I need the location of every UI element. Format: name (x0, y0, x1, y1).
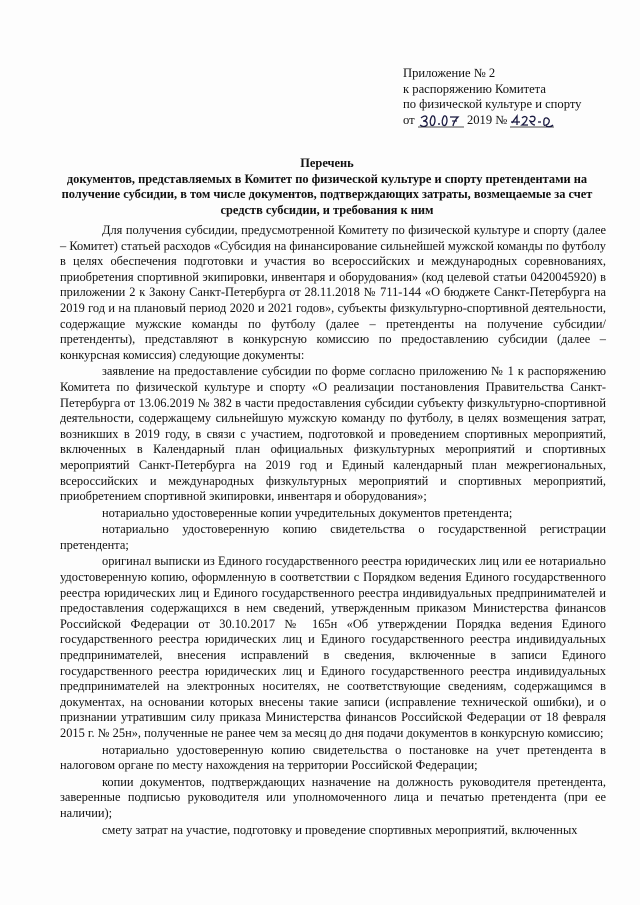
approval-committee: по физической культуре и спорту (403, 97, 582, 112)
approval-block (403, 66, 628, 128)
paragraph-manager-appointment: копии документов, подтверждающих назначение на должность руководителя претендента, заверенные подписью руководителя или уполномоченного лица и печатью претендента (при ее наличии); (60, 774, 606, 820)
paragraph-intro: Для получения субсидии, предусмотренной Комитету по физической культуре и спорту (далее – Комитет) статьей расходов «Субсидия на финансирование сильнейшей мужской команды по футболу в целях обеспечения подготовки и участия во всероссийских и международных соревнованиях, приобретения спортивной экипировки, инвентаря и оборудования» (код целевой статьи 0420045920) в приложении 2 к Закону Санкт-Петербурга от 28.11.2018 № 711-144 «О бюджете Санкт-Петербурга на 2019 год и на плановый период 2020 и 2021 годов», субъекты физкультурно-спортивной деятельности, содержащие мужские команды по футболу (далее – претенденты на получение субсидии/претенденты), представляют в конкурсную комиссию по предоставлению субсидии (далее – конкурсная комиссия) следующие документы: (60, 223, 606, 362)
title-heading: Перечень (300, 156, 354, 170)
paragraph-registry-extract: оригинал выписки из Единого государственного реестра юридических лиц или ее нотариально удостоверенную копию, оформленную в соответствии с Порядком ведения Единого государственного реестра юридических лиц и Единого государственного реестра индивидуальных предпринимателей и предоставления содержащихся в нем сведений, утвержденным приказом Министерства финансов Российской Федерации от 30.10.2017 № 165н «Об утверждении Порядка ведения Единого государственного реестра юридических лиц и Единого государственного реестра индивидуальных предпринимателей, внесения исправлений в сведения, включенные в записи Единого государственного реестра юридических лиц и Единого государственного реестра индивидуальных предпринимателей на электронных носителях, не соответствующие сведениям, содержащимся в документах, на основании которых внесены такие записи (исправление технической ошибки), и о признании утратившим силу приказа Министерства финансов Российской Федерации от 18 февраля 2015 г. № 25н», полученные не ранее чем за месяц до дня подачи документов в конкурсную комиссию; (60, 554, 606, 740)
date-year: 2019 № (466, 112, 508, 127)
document-body (60, 223, 606, 838)
date-prefix: от (403, 112, 415, 127)
approval-date-line (403, 113, 628, 129)
handwritten-date (418, 114, 464, 128)
approval-order: к распоряжению Комитета (403, 81, 546, 96)
paragraph-cost-estimate: смету затрат на участие, подготовку и проведение спортивных мероприятий, включенных (102, 822, 578, 837)
paragraph-founding-docs: нотариально удостоверенные копии учредительных документов претендента; (102, 505, 513, 520)
paragraph-registration: нотариально удостоверенную копию свидетельства о государственной регистрации претендента; (60, 522, 606, 552)
paragraph-application: заявление на предоставление субсидии по форме согласно приложению № 1 к распоряжению Комитета по физической культуре и спорту «О реализации постановления Правительства Санкт-Петербурга от 13.06.2019 № 382 в части предоставления субсидии субъекту физкультурно-спортивной деятельности, содержащему сильнейшую мужскую команду по футболу, в целях возмещения затрат, возникших в 2019 году, в связи с участием, подготовкой и проведением спортивных мероприятий, включенных в Календарный план официальных физкультурных мероприятий и спортивных мероприятий Санкт-Петербурга на 2019 год и Единый календарный план межрегиональных, всероссийских и международных физкультурных мероприятий и спортивных мероприятий, приобретением спортивной экипировки, инвентаря и оборудования»; (60, 364, 606, 504)
approval-appendix: Приложение № 2 (403, 66, 496, 80)
title-subtitle: документов, представляемых в Комитет по физической культуре и спорту претендентами на получение субсидии, в том числе документов, подтверждающих затраты, возмещаемые за счет средств субсидии, и требования к ним (61, 172, 593, 217)
handwritten-number (510, 114, 554, 128)
document-title (60, 156, 594, 218)
paragraph-tax-registration: нотариально удостоверенную копию свидетельства о постановке на учет претендента в налоговом органе по месту нахождения на территории Российской Федерации; (60, 742, 606, 773)
